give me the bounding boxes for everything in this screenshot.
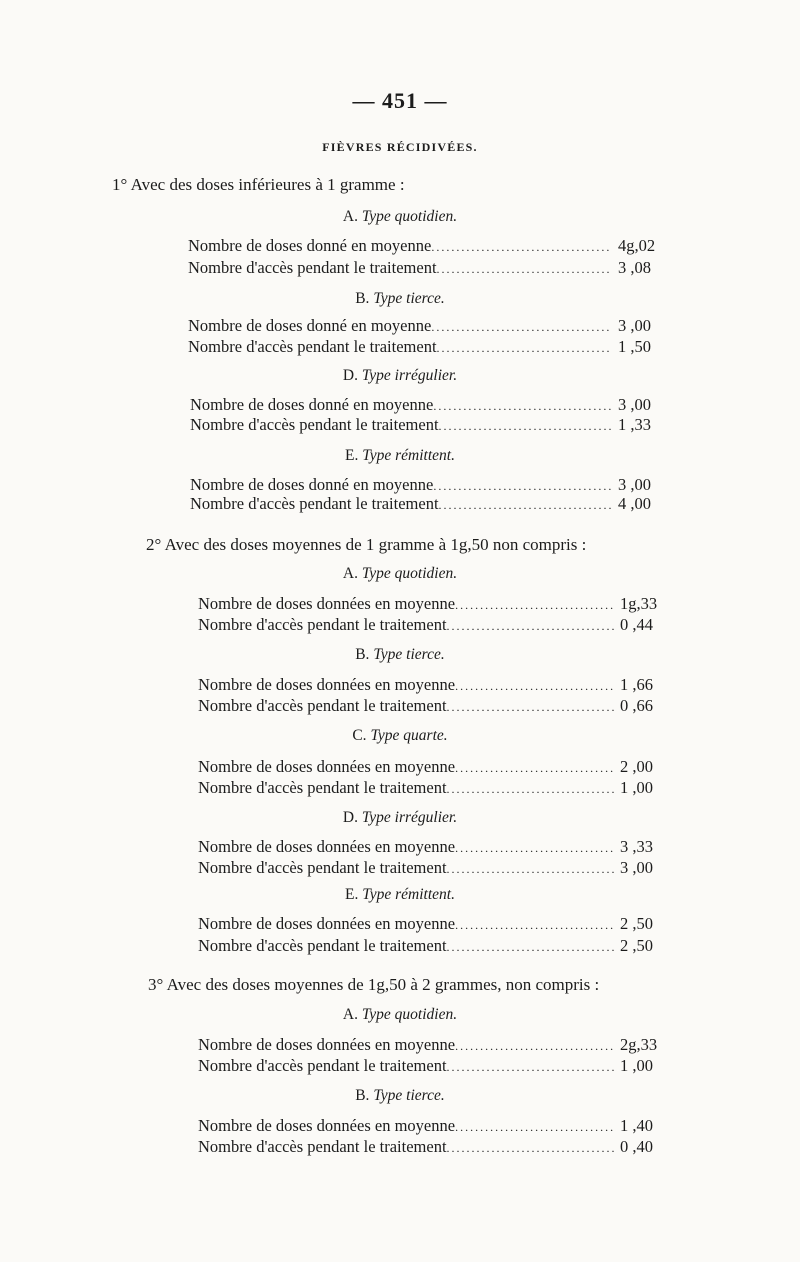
row-value: 4g,02 bbox=[618, 236, 656, 255]
row-label: Nombre de doses donné en moyenne bbox=[188, 236, 432, 255]
type-letter: E. bbox=[345, 886, 359, 903]
row-label: Nombre d'accès pendant le traitement bbox=[198, 1137, 447, 1156]
row-value: 1 ,00 bbox=[620, 1056, 653, 1075]
data-row bbox=[188, 258, 658, 278]
row-value: 1 ,33 bbox=[618, 415, 651, 434]
row-label: Nombre d'accès pendant le traitement bbox=[190, 494, 439, 513]
row-label: Nombre de doses données en moyenne bbox=[198, 837, 456, 856]
leader-dots bbox=[447, 619, 614, 634]
leader-dots bbox=[455, 1120, 614, 1135]
row-label: Nombre de doses données en moyenne bbox=[198, 914, 456, 933]
type-subtitle bbox=[0, 1006, 800, 1024]
type-letter: E. bbox=[345, 447, 359, 464]
data-row bbox=[198, 858, 660, 878]
type-name: Type irrégulier. bbox=[361, 367, 458, 384]
leader-dots bbox=[437, 262, 612, 277]
row-value: 1 ,40 bbox=[620, 1116, 653, 1135]
type-name: Type tierce. bbox=[373, 646, 445, 663]
type-subtitle bbox=[0, 367, 800, 385]
leader-dots bbox=[455, 598, 614, 613]
row-value: 2 ,50 bbox=[620, 914, 653, 933]
data-row bbox=[190, 415, 658, 435]
row-value: 3 ,00 bbox=[618, 475, 651, 494]
row-label: Nombre de doses données en moyenne bbox=[198, 1116, 456, 1135]
row-value: 0 ,40 bbox=[620, 1137, 653, 1156]
row-label: Nombre de doses données en moyenne bbox=[198, 594, 456, 613]
row-label: Nombre d'accès pendant le traitement bbox=[198, 615, 447, 634]
type-subtitle bbox=[0, 727, 800, 745]
type-letter: B. bbox=[355, 646, 370, 663]
section-heading: 3° Avec des doses moyennes de 1g,50 à 2 grammes, non compris : bbox=[148, 975, 600, 994]
row-value: 2 ,50 bbox=[620, 936, 653, 955]
row-label: Nombre d'accès pendant le traitement bbox=[198, 778, 447, 797]
leader-dots bbox=[439, 498, 612, 513]
data-row bbox=[198, 757, 660, 777]
leader-dots bbox=[447, 940, 614, 955]
leader-dots bbox=[455, 918, 614, 933]
data-row bbox=[190, 475, 658, 495]
data-row bbox=[198, 1056, 660, 1076]
type-name: Type rémittent. bbox=[362, 447, 455, 464]
row-value: 2g,33 bbox=[620, 1035, 658, 1054]
data-row bbox=[198, 696, 660, 716]
row-value: 3 ,00 bbox=[618, 395, 651, 414]
row-value: 1 ,66 bbox=[620, 675, 653, 694]
row-value: 1 ,50 bbox=[618, 337, 651, 356]
leader-dots bbox=[433, 399, 612, 414]
row-label: Nombre d'accès pendant le traitement bbox=[198, 936, 447, 955]
type-subtitle bbox=[0, 290, 800, 308]
type-subtitle bbox=[0, 447, 800, 465]
data-row bbox=[198, 914, 660, 934]
data-row bbox=[198, 778, 660, 798]
leader-dots bbox=[431, 240, 612, 255]
row-label: Nombre d'accès pendant le traitement bbox=[198, 858, 447, 877]
data-row bbox=[198, 615, 660, 635]
leader-dots bbox=[447, 700, 614, 715]
row-label: Nombre d'accès pendant le traitement bbox=[198, 696, 447, 715]
section-heading: 1° Avec des doses inférieures à 1 gramme : bbox=[112, 175, 405, 194]
type-name: Type tierce. bbox=[373, 290, 445, 307]
type-name: Type quotidien. bbox=[361, 208, 458, 225]
type-subtitle bbox=[0, 565, 800, 583]
leader-dots bbox=[455, 761, 614, 776]
type-name: Type quotidien. bbox=[361, 1006, 458, 1023]
data-row bbox=[188, 236, 658, 256]
leader-dots bbox=[455, 679, 614, 694]
type-letter: B. bbox=[355, 290, 370, 307]
data-row bbox=[190, 494, 658, 514]
section-heading: 2° Avec des doses moyennes de 1 gramme à 1g,50 non compris : bbox=[146, 535, 587, 554]
leader-dots bbox=[447, 782, 614, 797]
type-letter: A. bbox=[342, 208, 358, 225]
row-value: 4 ,00 bbox=[618, 494, 651, 513]
leader-dots bbox=[431, 320, 612, 335]
data-row bbox=[198, 837, 660, 857]
row-label: Nombre de doses données en moyenne bbox=[198, 757, 456, 776]
row-value: 2 ,00 bbox=[620, 757, 653, 776]
row-label: Nombre de doses données en moyenne bbox=[198, 675, 456, 694]
data-row bbox=[188, 337, 658, 357]
type-letter: A. bbox=[342, 1006, 358, 1023]
data-row bbox=[190, 395, 658, 415]
running-title: FIÈVRES RÉCIDIVÉES. bbox=[322, 140, 478, 154]
row-label: Nombre de doses donné en moyenne bbox=[190, 475, 434, 494]
row-value: 1g,33 bbox=[620, 594, 658, 613]
type-name: Type tierce. bbox=[373, 1087, 445, 1104]
row-label: Nombre de doses donné en moyenne bbox=[188, 316, 432, 335]
row-value: 0 ,44 bbox=[620, 615, 653, 634]
leader-dots bbox=[455, 841, 614, 856]
type-name: Type rémittent. bbox=[362, 886, 455, 903]
leader-dots bbox=[433, 479, 612, 494]
type-subtitle bbox=[0, 1087, 800, 1105]
type-name: Type quotidien. bbox=[361, 565, 458, 582]
row-label: Nombre d'accès pendant le traitement bbox=[198, 1056, 447, 1075]
type-letter: A. bbox=[342, 565, 358, 582]
type-letter: B. bbox=[355, 1087, 370, 1104]
row-label: Nombre d'accès pendant le traitement bbox=[188, 337, 437, 356]
type-subtitle bbox=[0, 809, 800, 827]
data-row bbox=[198, 1116, 660, 1136]
leader-dots bbox=[455, 1039, 614, 1054]
row-label: Nombre d'accès pendant le traitement bbox=[190, 415, 439, 434]
row-value: 3 ,00 bbox=[620, 858, 653, 877]
leader-dots bbox=[447, 1060, 614, 1075]
row-label: Nombre de doses donné en moyenne bbox=[190, 395, 434, 414]
data-row bbox=[198, 675, 660, 695]
row-value: 0 ,66 bbox=[620, 696, 653, 715]
leader-dots bbox=[447, 1141, 614, 1156]
row-label: Nombre de doses données en moyenne bbox=[198, 1035, 456, 1054]
leader-dots bbox=[447, 862, 614, 877]
type-letter: C. bbox=[352, 727, 367, 744]
leader-dots bbox=[437, 341, 612, 356]
leader-dots bbox=[439, 419, 612, 434]
row-value: 1 ,00 bbox=[620, 778, 653, 797]
row-value: 3 ,08 bbox=[618, 258, 651, 277]
data-row bbox=[198, 1137, 660, 1157]
type-letter: D. bbox=[342, 809, 358, 826]
data-row bbox=[198, 594, 660, 614]
type-name: Type irrégulier. bbox=[361, 809, 458, 826]
data-row bbox=[188, 316, 658, 336]
data-row bbox=[198, 936, 660, 956]
row-value: 3 ,33 bbox=[620, 837, 653, 856]
data-row bbox=[198, 1035, 660, 1055]
type-subtitle bbox=[0, 886, 800, 904]
row-value: 3 ,00 bbox=[618, 316, 651, 335]
page-number: — 451 — bbox=[352, 88, 448, 113]
type-subtitle bbox=[0, 208, 800, 226]
type-letter: D. bbox=[342, 367, 358, 384]
type-subtitle bbox=[0, 646, 800, 664]
row-label: Nombre d'accès pendant le traitement bbox=[188, 258, 437, 277]
type-name: Type quarte. bbox=[370, 727, 448, 744]
